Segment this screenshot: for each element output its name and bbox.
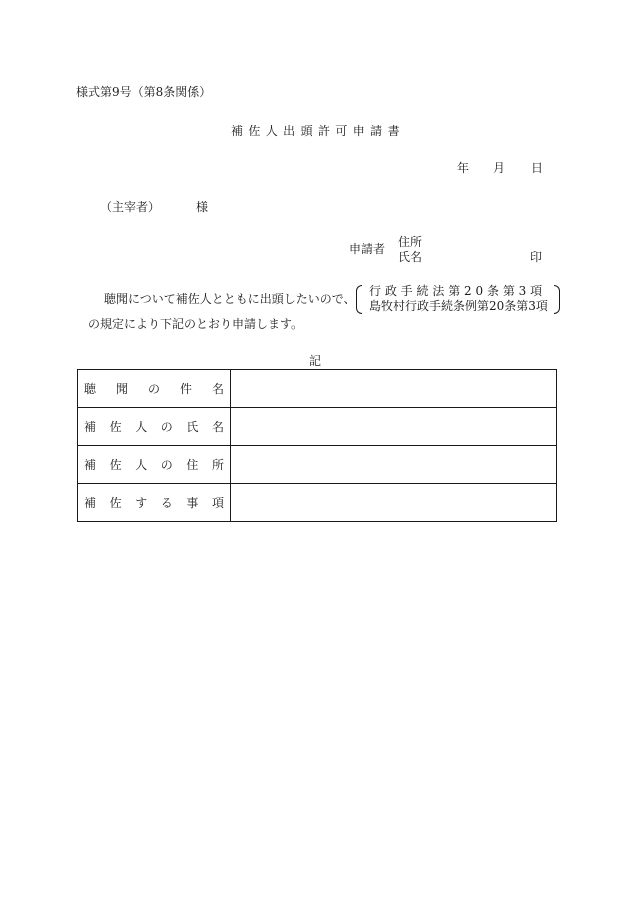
label-char: の <box>147 382 160 396</box>
note-heading: 記 <box>308 354 321 368</box>
law-option-2: 島牧村行政手続条例第20条第3項 <box>369 299 548 313</box>
label-char: 補 <box>84 496 97 510</box>
label-char: る <box>160 496 173 510</box>
row-label <box>78 446 231 484</box>
date-day-label: 日 <box>531 161 544 175</box>
row-label <box>78 484 231 522</box>
label-char: 聞 <box>115 382 128 396</box>
row-value-field[interactable] <box>231 484 557 522</box>
left-bracket <box>356 285 362 314</box>
body-text-line-2: の規定により下記のとおり申請します。 <box>88 317 304 331</box>
seal-label: 印 <box>530 250 543 264</box>
label-char: 項 <box>211 496 224 510</box>
label-char: 佐 <box>109 458 122 472</box>
label-char: 聴 <box>84 382 97 396</box>
label-char: 補 <box>84 458 97 472</box>
label-char: 氏 <box>186 420 199 434</box>
row-label <box>78 370 231 408</box>
label-char: 補 <box>84 420 97 434</box>
label-char: 件 <box>179 382 192 396</box>
label-char: 名 <box>211 382 224 396</box>
label-char: の <box>160 458 173 472</box>
label-char: 所 <box>211 458 224 472</box>
row-label-text <box>84 456 224 473</box>
date-year-label: 年 <box>457 161 470 175</box>
row-value-field[interactable] <box>231 370 557 408</box>
row-value-field[interactable] <box>231 446 557 484</box>
applicant-name-label: 氏名 <box>398 250 423 264</box>
row-label-text <box>84 380 224 397</box>
table-row <box>78 408 557 446</box>
applicant-label: 申請者 <box>349 242 386 256</box>
items-table <box>77 369 557 522</box>
body-text-line-1: 聴聞について補佐人とともに出頭したいので、 <box>104 292 356 306</box>
label-char: の <box>160 420 173 434</box>
table-row <box>78 446 557 484</box>
table-row <box>78 484 557 522</box>
date-row <box>457 161 543 175</box>
row-label-text <box>84 494 224 511</box>
row-label-text <box>84 418 224 435</box>
label-char: す <box>135 496 148 510</box>
row-label <box>78 408 231 446</box>
label-char: 佐 <box>109 420 122 434</box>
addressee-organizer: （主宰者） <box>100 200 161 214</box>
row-value-field[interactable] <box>231 408 557 446</box>
law-option-1: 行政手続法第20条第3項 <box>369 284 546 298</box>
form-number: 様式第9号（第8条関係） <box>76 85 212 99</box>
date-month-label: 月 <box>493 161 506 175</box>
addressee-honorific: 様 <box>196 200 209 214</box>
right-bracket <box>554 285 560 314</box>
applicant-address-label: 住所 <box>398 235 423 249</box>
label-char: 人 <box>135 458 148 472</box>
label-char: 佐 <box>109 496 122 510</box>
label-char: 名 <box>211 420 224 434</box>
label-char: 人 <box>135 420 148 434</box>
table-row <box>78 370 557 408</box>
label-char: 住 <box>186 458 199 472</box>
label-char: 事 <box>186 496 199 510</box>
law-reference-bracket <box>356 284 560 316</box>
page-title: 補佐人出頭許可申請書 <box>230 124 405 138</box>
